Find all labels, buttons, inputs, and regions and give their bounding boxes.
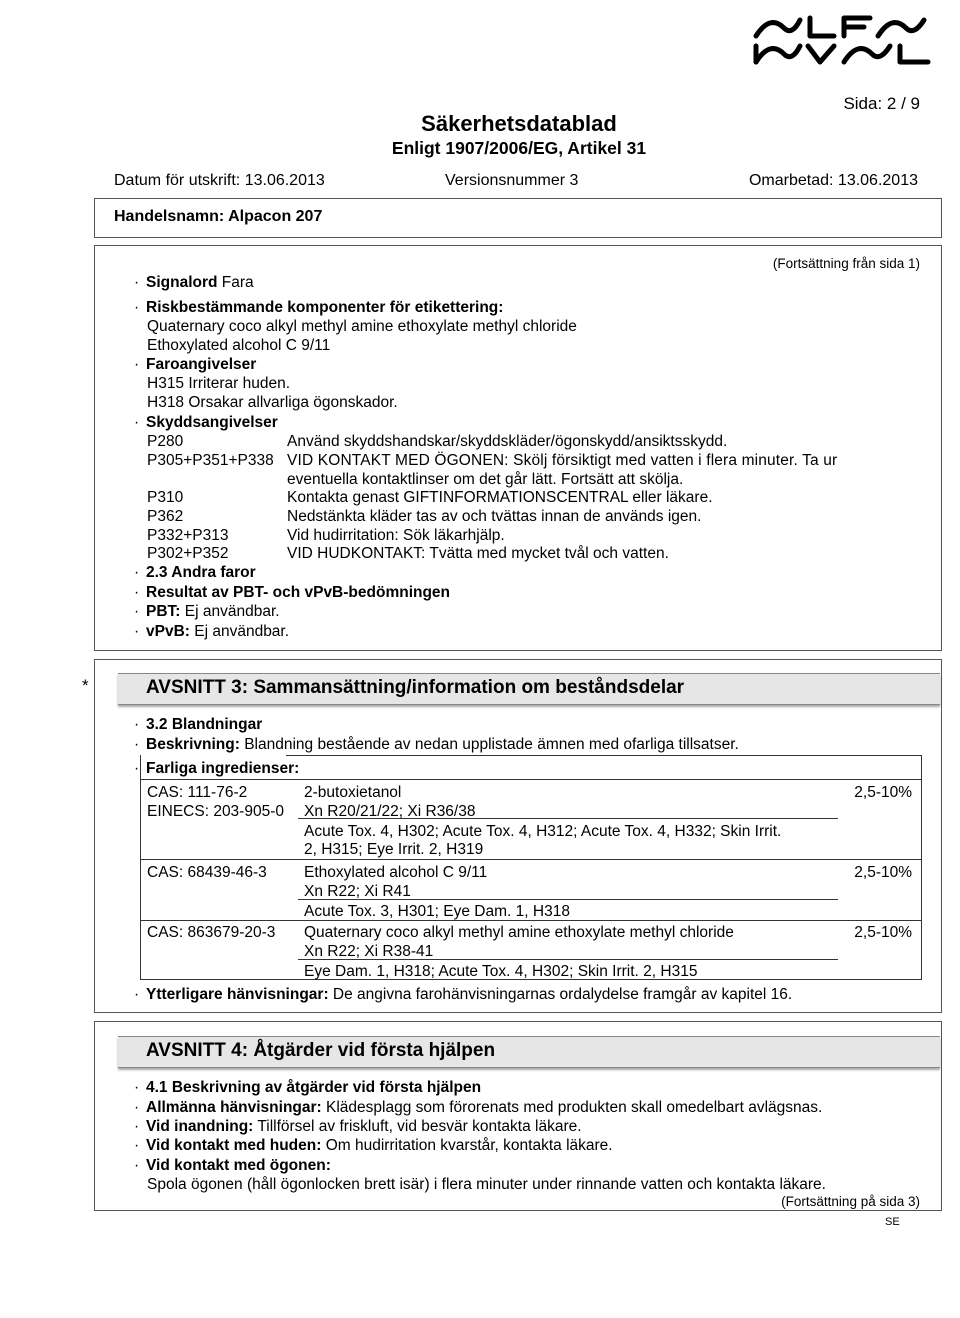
ingredient-class: Xn R22; Xi R38-41 xyxy=(304,943,434,960)
table-border-top-right xyxy=(286,755,921,756)
ingredient-concentration: 2,5-10% xyxy=(854,924,912,941)
ingredient-id: CAS: 863679-20-3 xyxy=(147,924,276,941)
document-subtitle: Enligt 1907/2006/EG, Artikel 31 xyxy=(391,138,647,158)
vpvb-label: vPvB: xyxy=(146,623,190,640)
pbt-row: · PBT: Ej användbar. xyxy=(134,603,280,620)
ingredient-class: Xn R20/21/22; Xi R36/38 xyxy=(304,803,476,820)
mixtures-row: · 3.2 Blandningar xyxy=(134,716,263,733)
general-advice-text: Klädesplagg som förorenats med produkten skall omedelbart avlägsnas. xyxy=(326,1099,823,1116)
ingredient-concentration: 2,5-10% xyxy=(854,784,912,801)
precaution-text: VID KONTAKT MED ÖGONEN: Skölj försiktigt med vatten i flera minuter. Ta ur xyxy=(287,452,838,469)
first-aid-sub-row: · 4.1 Beskrivning av åtgärder vid första hjälpen xyxy=(134,1079,482,1096)
language-code: SE xyxy=(885,1216,900,1228)
additional-references-row: · Ytterligare hänvisningar: De angivna farohänvisningarnas ordalydelse framgår av kapitel 16. xyxy=(134,986,793,1003)
alfa-laval-logo xyxy=(748,6,940,74)
ingredient-name: Ethoxylated alcohol C 9/11 xyxy=(304,864,488,881)
hazard-statements-label: Faroangivelser xyxy=(146,356,257,373)
hazard-components-label: Riskbestämmande komponenter för etikettering: xyxy=(146,299,504,316)
precaution-text: Kontakta genast GIFTINFORMATIONSCENTRAL eller läkare. xyxy=(287,489,713,506)
additional-references-text: De angivna farohänvisningarnas ordalydelse framgår av kapitel 16. xyxy=(332,986,793,1003)
cell-divider xyxy=(298,818,838,819)
hazard-statement-2: H318 Orsakar allvarliga ögonskador. xyxy=(147,394,398,411)
ingredient-class: Eye Dam. 1, H318; Acute Tox. 4, H302; Skin Irrit. 2, H315 xyxy=(304,963,698,980)
row-divider xyxy=(140,859,921,860)
precaution-code: P362 xyxy=(147,508,184,525)
inhalation-text: Tillförsel av friskluft, vid besvär kontakta läkare. xyxy=(257,1118,582,1135)
ingredient-einecs: EINECS: 203-905-0 xyxy=(147,803,284,820)
ingredients-heading: · Farliga ingredienser: xyxy=(134,760,300,777)
precaution-heading: · Skyddsangivelser xyxy=(134,414,278,431)
pbt-value: Ej användbar. xyxy=(184,603,280,620)
precaution-text: VID HUDKONTAKT: Tvätta med mycket tvål och vatten. xyxy=(287,545,669,562)
description-text: Blandning bestående av nedan upplistade ämnen med ofarliga tillsatser. xyxy=(244,736,739,753)
vpvb-value: Ej användbar. xyxy=(194,623,290,640)
signal-word-value: Fara xyxy=(221,274,254,291)
ingredient-name: Quaternary coco alkyl methyl amine ethoxylate methyl chloride xyxy=(304,924,734,941)
eye-contact-row: · Vid kontakt med ögonen: xyxy=(134,1157,331,1174)
hazard-component-2: Ethoxylated alcohol C 9/11 xyxy=(147,337,331,354)
inhalation-label: Vid inandning: xyxy=(146,1118,254,1135)
ingredient-id: CAS: 111-76-2 xyxy=(147,784,248,801)
general-advice-label: Allmänna hänvisningar: xyxy=(146,1099,322,1116)
cell-divider xyxy=(298,959,838,960)
signal-word-label: Signalord xyxy=(146,274,218,291)
page-number: Sida: 2 / 9 xyxy=(843,94,920,113)
trade-name-box xyxy=(94,198,942,238)
ingredient-class: Xn R22; Xi R41 xyxy=(304,883,411,900)
ingredients-label: Farliga ingredienser: xyxy=(146,760,300,777)
revision-marker: * xyxy=(82,676,89,695)
mixtures-label: 3.2 Blandningar xyxy=(146,716,263,733)
precaution-code: P310 xyxy=(147,489,184,506)
precaution-label: Skyddsangivelser xyxy=(146,414,278,431)
skin-contact-row: · Vid kontakt med huden: Om hudirritation kvarstår, kontakta läkare. xyxy=(134,1137,613,1154)
hazard-components-heading: · Riskbestämmande komponenter för etikettering: xyxy=(134,299,504,316)
hazard-statements-heading: · Faroangivelser xyxy=(134,356,257,373)
ingredient-class: Acute Tox. 4, H302; Acute Tox. 4, H312; Acute Tox. 4, H332; Skin Irrit. xyxy=(304,823,782,840)
precaution-text: Nedstänkta kläder tas av och tvättas innan de används igen. xyxy=(287,508,702,525)
continued-from-note: (Fortsättning från sida 1) xyxy=(772,256,920,271)
precaution-code: P302+P352 xyxy=(147,545,229,562)
print-date: Datum för utskrift: 13.06.2013 xyxy=(114,172,325,189)
other-hazards-label: 2.3 Andra faror xyxy=(146,564,256,581)
table-border-heading-bottom xyxy=(140,779,921,780)
ingredient-class: Acute Tox. 3, H301; Eye Dam. 1, H318 xyxy=(304,903,570,920)
precaution-code: P280 xyxy=(147,433,184,450)
pbt-result-label: Resultat av PBT- och vPvB-bedömningen xyxy=(146,584,451,601)
ingredient-class: 2, H315; Eye Irrit. 2, H319 xyxy=(304,841,484,858)
eye-contact-label: Vid kontakt med ögonen: xyxy=(146,1157,331,1174)
precaution-text: Vid hudirritation: Sök läkarhjälp. xyxy=(287,527,505,544)
ingredient-name: 2-butoxietanol xyxy=(304,784,402,801)
pbt-label: PBT: xyxy=(146,603,181,620)
other-hazards-row: · 2.3 Andra faror xyxy=(134,564,256,581)
row-divider xyxy=(140,920,921,921)
revised-date: Omarbetad: 13.06.2013 xyxy=(748,172,918,189)
document-title: Säkerhetsdatablad xyxy=(421,111,617,136)
eye-contact-text: Spola ögonen (håll ögonlocken brett isär) i flera minuter under rinnande vatten och kontakta läkare. xyxy=(147,1176,826,1193)
pbt-result-row: · Resultat av PBT- och vPvB-bedömningen xyxy=(134,584,451,601)
skin-contact-label: Vid kontakt med huden: xyxy=(146,1137,322,1154)
precaution-code: P305+P351+P338 xyxy=(147,452,274,469)
inhalation-row: · Vid inandning: Tillförsel av friskluft, vid besvär kontakta läkare. xyxy=(134,1118,582,1135)
additional-references-label: Ytterligare hänvisningar: xyxy=(146,986,329,1003)
description-row: · Beskrivning: Blandning bestående av nedan upplistade ämnen med ofarliga tillsatser. xyxy=(134,736,739,753)
trade-name: Handelsnamn: Alpacon 207 xyxy=(114,208,323,225)
signal-word-row: · Signalord Fara xyxy=(134,274,254,291)
version-number: Versionsnummer 3 xyxy=(445,172,579,189)
first-aid-sub-label: 4.1 Beskrivning av åtgärder vid första hjälpen xyxy=(146,1079,482,1096)
section3-heading-bar xyxy=(118,673,940,705)
section4-heading: AVSNITT 4: Åtgärder vid första hjälpen xyxy=(146,1040,496,1061)
hazard-statement-1: H315 Irriterar huden. xyxy=(147,375,291,392)
section4-heading-bar xyxy=(118,1036,940,1068)
precaution-text-cont: eventuella kontaktlinser om det går lätt. Fortsätt att skölja. xyxy=(287,471,684,488)
precaution-code: P332+P313 xyxy=(147,527,229,544)
general-advice-row: · Allmänna hänvisningar: Klädesplagg som förorenats med produkten skall omedelbart avlägsnas. xyxy=(134,1099,823,1116)
ingredient-concentration: 2,5-10% xyxy=(854,864,912,881)
continued-on-note: (Fortsättning på sida 3) xyxy=(781,1194,920,1209)
skin-contact-text: Om hudirritation kvarstår, kontakta läkare. xyxy=(325,1137,613,1154)
hazard-component-1: Quaternary coco alkyl methyl amine ethoxylate methyl chloride xyxy=(147,318,577,335)
section3-heading: AVSNITT 3: Sammansättning/information om beståndsdelar xyxy=(146,677,685,698)
description-label: Beskrivning: xyxy=(146,736,240,753)
vpvb-row: · vPvB: Ej användbar. xyxy=(134,623,290,640)
precaution-text: Använd skyddshandskar/skyddskläder/ögonskydd/ansiktsskydd. xyxy=(287,433,728,450)
ingredient-id: CAS: 68439-46-3 xyxy=(147,864,267,881)
cell-divider xyxy=(298,899,838,900)
